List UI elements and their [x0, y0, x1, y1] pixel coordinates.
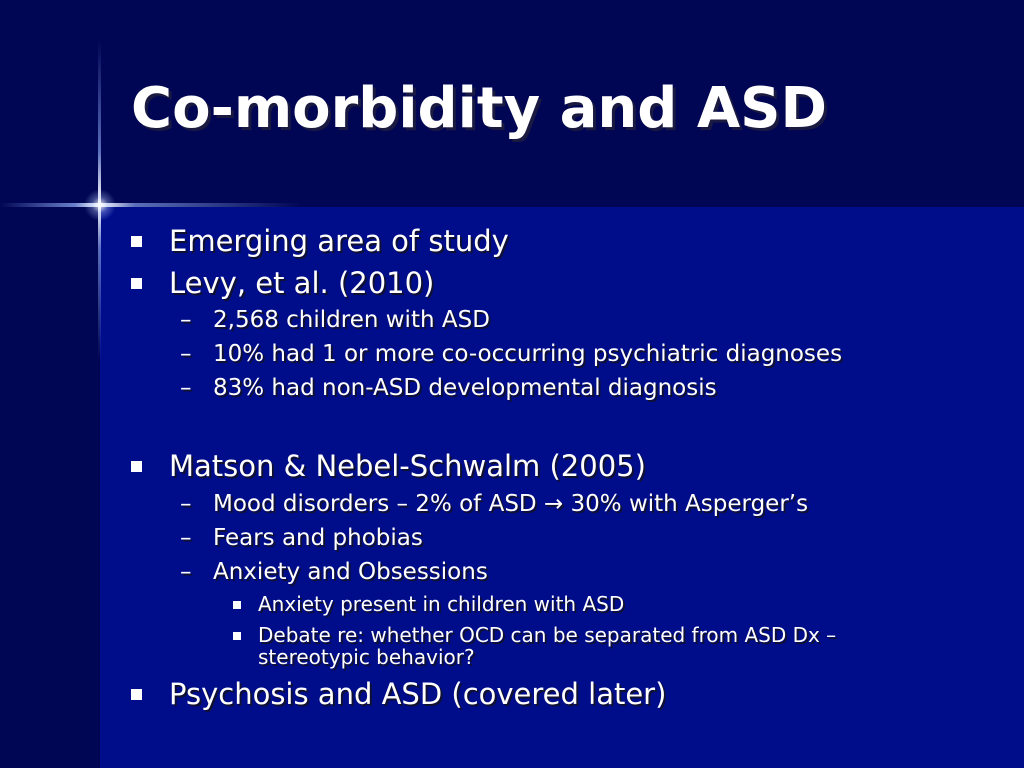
bullet-item	[131, 677, 666, 711]
sub-bullet-item	[180, 558, 488, 586]
sub-bullet-item	[180, 490, 808, 518]
sub-bullet-item	[180, 374, 717, 402]
bullet-item	[131, 266, 434, 300]
bullet-item	[131, 224, 509, 258]
square-bullet-icon	[131, 689, 142, 700]
square-bullet-icon	[131, 278, 142, 289]
bullet-text: Psychosis and ASD (covered later)	[169, 677, 667, 711]
bullet-text: Matson & Nebel-Schwalm (2005)	[169, 449, 646, 483]
dash-bullet: –	[180, 559, 192, 585]
square-bullet-icon	[233, 601, 241, 609]
sub-sub-bullet-text: Anxiety present in children with ASD	[258, 592, 625, 616]
square-bullet-icon	[131, 236, 142, 247]
sub-bullet-text: 83% had non-ASD developmental diagnosis	[213, 375, 717, 401]
dash-bullet: –	[180, 525, 192, 551]
dash-bullet: –	[180, 341, 192, 367]
sub-bullet-text: 2,568 children with ASD	[213, 307, 490, 333]
sub-bullet-text: Fears and phobias	[213, 525, 423, 551]
sub-bullet-item	[180, 306, 490, 334]
sub-sub-bullet-item	[233, 593, 624, 615]
sub-bullet-text: Anxiety and Obsessions	[213, 559, 488, 585]
square-bullet-icon	[233, 632, 241, 640]
sub-sub-bullet-item	[233, 624, 938, 668]
slide-title: Co-morbidity and ASD	[131, 76, 827, 141]
sub-sub-bullet-text: Debate re: whether OCD can be separated from ASD Dx – stereotypic behavior?	[258, 623, 837, 669]
sub-bullet-text: Mood disorders – 2% of ASD → 30% with Asperger’s	[213, 491, 809, 517]
sub-bullet-item	[180, 524, 423, 552]
square-bullet-icon	[131, 461, 142, 472]
sub-bullet-item	[180, 340, 842, 368]
dash-bullet: –	[180, 375, 192, 401]
bullet-text: Emerging area of study	[169, 224, 509, 258]
dash-bullet: –	[180, 491, 192, 517]
dash-bullet: –	[180, 307, 192, 333]
bullet-item	[131, 449, 646, 483]
bullet-text: Levy, et al. (2010)	[169, 266, 435, 300]
sub-bullet-text: 10% had 1 or more co-occurring psychiatric diagnoses	[213, 341, 843, 367]
